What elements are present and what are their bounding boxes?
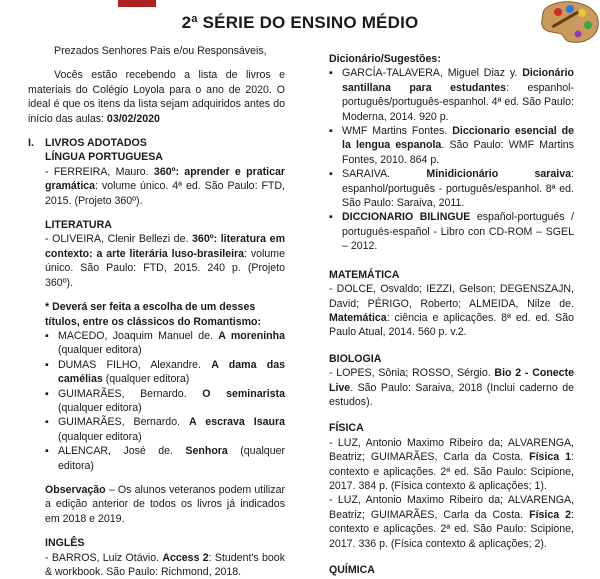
biologia-book: - LOPES, Sônia; ROSSO, Sérgio. Bio 2 - Conecte Live. São Paulo: Saraiva, 2018 (Inclui caderno de estudos). <box>329 367 574 408</box>
header-ribbon-decoration <box>118 0 156 7</box>
fisica-book-1: - LUZ, Antonio Maximo Ribeiro da; ALVARENGA, Beatriz; GUIMARÃES, Carla da Costa. Física 1: contexto e aplicações. 2ª ed. São Paulo: Scipione, 2017. 384 p. (Física contexto & aplicações; 1). <box>329 436 574 492</box>
lp-heading: LÍNGUA PORTUGUESA <box>45 151 163 164</box>
list-item: ▪ GUIMARÃES, Bernardo. O seminarista (qualquer editora) <box>45 387 285 414</box>
matematica-book: - DOLCE, Osvaldo; IEZZI, Gelson; DEGENSZAJN, David; PÉRIGO, Roberto; ALMEIDA, Nilze de. Matemática: ciência e aplicações. 8ª ed. ed. São Paulo Atual, 2014. 560 p. v.2. <box>329 283 574 339</box>
lp-book: - FERREIRA, Mauro. 360º: aprender e praticar gramática: volume único. 4ª ed. São Paulo: FTD, 2015. (Projeto 360º). <box>45 165 285 207</box>
list-item: ▪ SARAIVA. Minidicionário saraiva: espanhol/português - português/espanhol. 8ª ed. São Paulo: Saraiva, 2011. <box>329 168 574 210</box>
literatura-book: - OLIVEIRA, Clenir Bellezi de. 360º: literatura em contexto: a arte literária luso-brasileira: volume único. São Paulo: FTD, 2015. 240 p. (Projeto 360º). <box>45 233 285 289</box>
section-number: I. <box>28 137 34 150</box>
dicionario-list <box>329 66 574 253</box>
matematica-heading: MATEMÁTICA <box>329 268 400 281</box>
biologia-heading: BIOLOGIA <box>329 352 382 365</box>
romantismo-note: * Deverá ser feita a escolha de um desses títulos, entre os clássicos do Romantismo: <box>45 301 262 328</box>
fisica-heading: FÍSICA <box>329 422 364 435</box>
observacao: Observação – Os alunos veteranos podem utilizar a edição anterior de todos os livros já indicados em 2018 e 2019. <box>45 483 285 525</box>
right-column <box>329 52 574 577</box>
section-livros-adotados <box>28 136 285 579</box>
page-title: 2ª SÉRIE DO ENSINO MÉDIO <box>181 13 419 32</box>
list-item: ▪ ALENCAR, José de. Senhora (qualquer editora) <box>45 445 286 472</box>
quimica-heading: QUÍMICA <box>329 564 375 576</box>
list-item: ▪ GUIMARÃES, Bernardo. A escrava Isaura (qualquer editora) <box>45 416 285 443</box>
fisica-book-2: - LUZ, Antonio Maximo Ribeiro da; ALVARENGA, Beatriz; GUIMARÃES, Carla da Costa. Física 2: contexto e aplicações. 2ª ed. São Paulo: Scipione, 2017. 336 p. (Física contexto & aplicações; 2). <box>329 494 574 550</box>
ingles-heading: INGLÊS <box>45 537 85 550</box>
list-item: ▪ MACEDO, Joaquim Manuel de. A moreninha (qualquer editora) <box>45 329 286 357</box>
list-item: ▪ WMF Martins Fontes. Diccionario esencial de la lengua espanola. São Paulo: WMF Martins Fontes, 2010. 864 p. <box>329 125 574 166</box>
literatura-heading: LITERATURA <box>45 219 112 232</box>
romantismo-list <box>45 329 285 473</box>
section-title: LIVROS ADOTADOS <box>45 137 147 150</box>
left-column <box>28 44 285 579</box>
list-item: ▪ DUMAS FILHO, Alexandre. A dama das camélias (qualquer editora) <box>45 358 285 386</box>
ingles-book: - BARROS, Luiz Otávio. Access 2: Student's book & workbook. São Paulo: Richmond, 2018. <box>45 551 285 578</box>
intro-paragraph: Vocês estão recebendo a lista de livros e materiais do Colégio Loyola para o ano de 2020. O ideal é que os itens da lista sejam adquiridos antes do início das aulas: 03/02/2020 <box>28 69 285 125</box>
list-item: ▪ DICCIONARIO BILINGUE español-portugués / portugués-español - Libro con CD-ROM – SGEL – 2012. <box>329 211 574 253</box>
greeting: Prezados Senhores Pais e/ou Responsáveis, <box>54 45 267 57</box>
dicionario-heading: Dicionário/Sugestões: <box>329 53 441 65</box>
list-item: ▪ GARCÍA-TALAVERA, Miguel Diaz y. Dicionário santillana para estudantes: espanhol-português/português-espanhol. 4ª ed. São Paulo: Moderna, 2014. 920 p. <box>329 67 574 123</box>
intro-date: 03/02/2020 <box>106 112 160 125</box>
